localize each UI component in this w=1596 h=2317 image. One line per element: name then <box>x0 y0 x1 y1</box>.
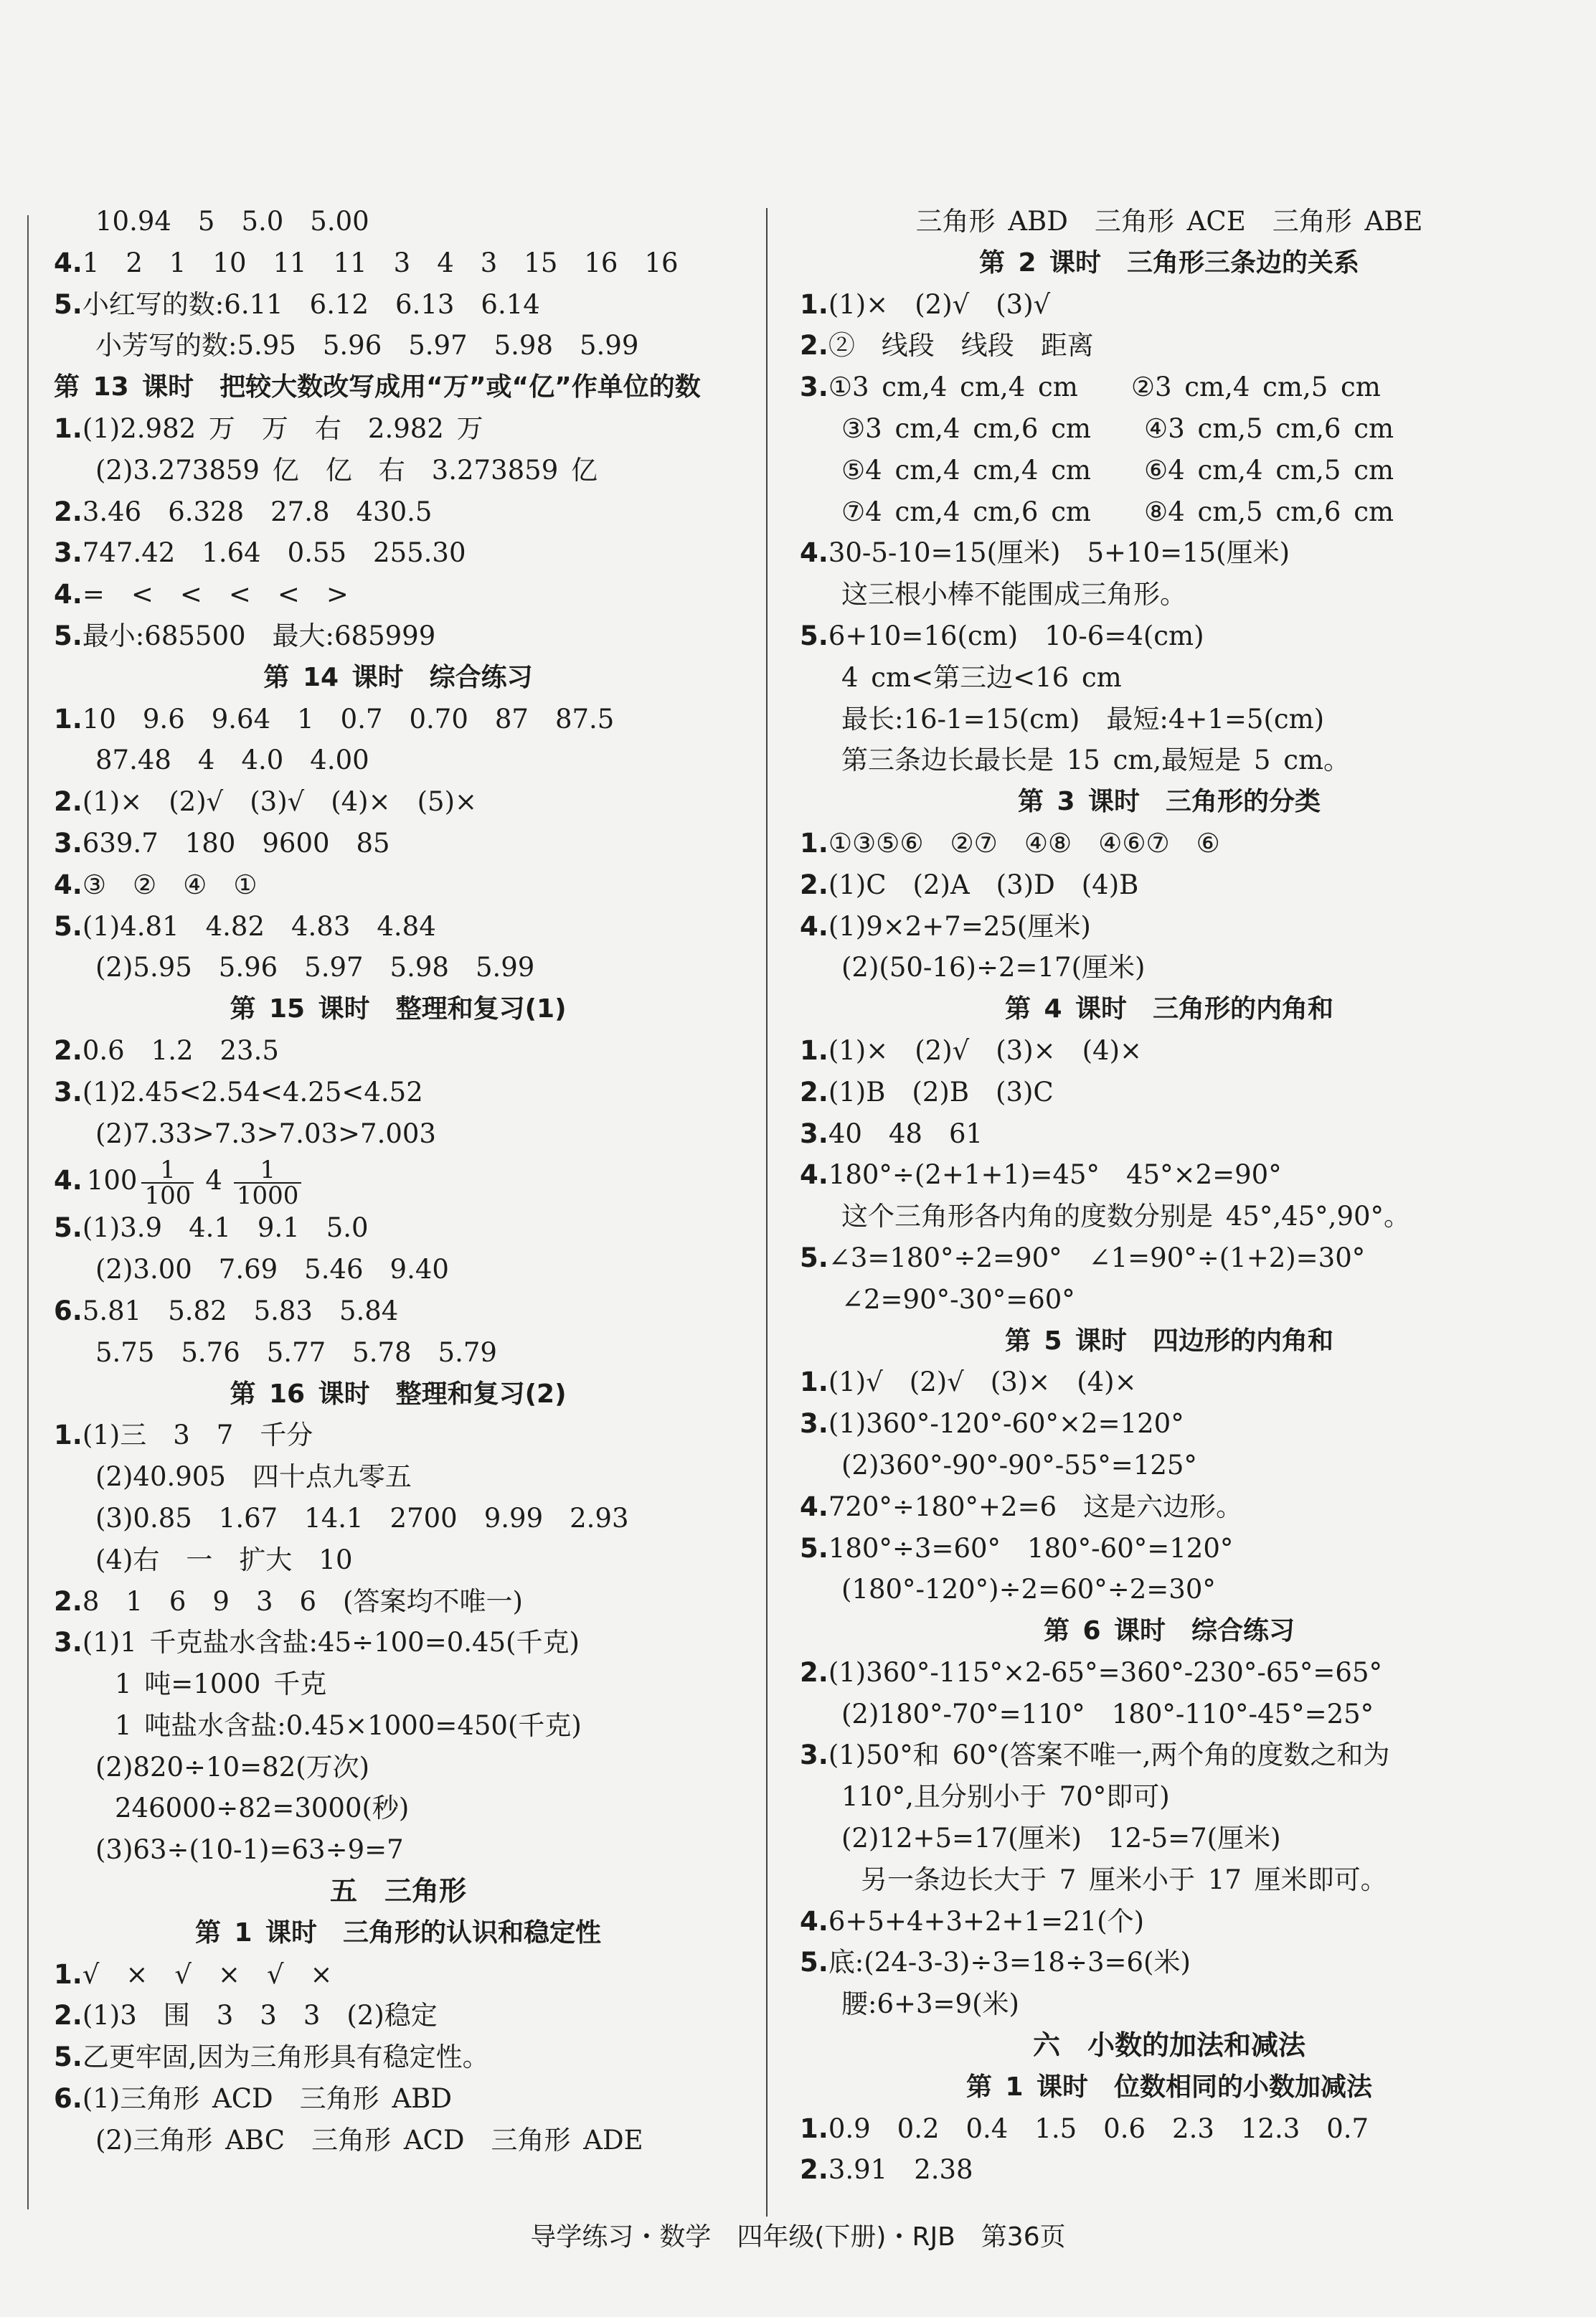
question-number: 4. <box>800 1491 828 1522</box>
question-number: 5. <box>800 1947 828 1978</box>
answer-line <box>800 1072 1539 1113</box>
answer-text: 5.81 5.82 5.83 5.84 <box>82 1295 399 1326</box>
answer-line <box>800 325 1539 367</box>
answer-line <box>800 1237 1539 1279</box>
answer-line: (3)63÷(10-1)=63÷9=7 <box>95 1834 404 1866</box>
answer-text: (1)3 围 3 3 3 (2)稳定 <box>82 2000 438 2031</box>
question-number: 2. <box>800 2154 828 2186</box>
answer-line <box>800 284 1539 326</box>
answer-text: (1)B (2)B (3)C <box>828 1076 1054 1108</box>
answer-text: 30-5-10=15(厘米) 5+10=15(厘米) <box>828 537 1290 569</box>
question-number: 4. <box>800 910 828 942</box>
section-heading: 第 3 课时 三角形的分类 <box>1017 787 1321 817</box>
answer-line <box>54 1290 742 1332</box>
answer-line: (2)(50-16)÷2=17(厘米) <box>841 952 1146 983</box>
answer-text: 3.46 6.328 27.8 430.5 <box>82 496 433 527</box>
section-heading: 第 2 课时 三角形三条边的关系 <box>978 247 1360 278</box>
question-number: 1. <box>800 1034 828 1066</box>
question-number: 6. <box>54 2083 82 2115</box>
answer-line: 4 cm<第三边<16 cm <box>841 661 1122 693</box>
answer-line <box>54 408 742 450</box>
answer-line <box>54 1030 742 1072</box>
answer-text: ③ ② ④ ① <box>82 869 258 900</box>
answer-line: (180°-120°)÷2=60°÷2=30° <box>841 1574 1216 1605</box>
answer-line <box>54 1154 742 1210</box>
section-heading: 第 5 课时 四边形的内角和 <box>1004 1326 1334 1356</box>
answer-value: 100 <box>86 1165 138 1197</box>
question-number: 4. <box>54 869 82 900</box>
question-number: 3. <box>54 1076 82 1108</box>
answer-line: 246000÷82=3000(秒) <box>115 1793 410 1824</box>
answer-line <box>800 1528 1539 1570</box>
answer-line <box>800 1486 1539 1528</box>
answer-line: ⑤4 cm,4 cm,4 cm ⑥4 cm,4 cm,5 cm <box>841 454 1394 486</box>
question-number: 2. <box>54 1585 82 1617</box>
section-heading: 六 小数的加法和减法 <box>1032 2029 1305 2062</box>
answer-line <box>800 864 1539 906</box>
section-heading: 第 6 课时 综合练习 <box>1043 1616 1295 1646</box>
answer-line <box>54 1207 742 1249</box>
answer-line: 这个三角形各内角的度数分别是 45°,45°,90°。 <box>841 1201 1411 1232</box>
answer-text: (1)3.9 4.1 9.1 5.0 <box>82 1212 369 1244</box>
answer-text: 6+10=16(cm) 10-6=4(cm) <box>828 620 1204 651</box>
question-number: 1. <box>800 1367 828 1398</box>
answer-line <box>54 906 742 948</box>
section-heading: 第 15 课时 整理和复习(1) <box>230 994 567 1024</box>
page-footer: 导学练习・数学 四年级(下册)・RJB 第36页 <box>530 2222 1066 2252</box>
question-number: 2. <box>54 2000 82 2031</box>
section-heading: 第 13 课时 把较大数改写成用“万”或“亿”作单位的数 <box>54 372 701 402</box>
answer-line: 110°,且分别小于 70°即可) <box>841 1781 1170 1813</box>
answer-text: 720°÷180°+2=6 这是六边形。 <box>828 1491 1243 1522</box>
answer-line <box>54 1072 742 1113</box>
answer-line <box>54 823 742 864</box>
answer-line: (2)360°-90°-90°-55°=125° <box>841 1449 1197 1481</box>
answer-line: ∠2=90°-30°=60° <box>841 1283 1075 1315</box>
question-number: 4. <box>54 579 82 610</box>
answer-line: 三角形 ABD 三角形 ACE 三角形 ABE <box>915 206 1423 237</box>
answer-line <box>800 1362 1539 1403</box>
answer-text: 8 1 6 9 3 6 (答案均不唯一) <box>82 1585 523 1617</box>
answer-text: (1)1 千克盐水含盐:45÷100=0.45(千克) <box>82 1627 580 1658</box>
question-number: 2. <box>54 1034 82 1066</box>
answer-line <box>800 906 1539 948</box>
answer-text: 180°÷3=60° 180°-60°=120° <box>828 1532 1234 1564</box>
answer-line: (2)三角形 ABC 三角形 ACD 三角形 ADE <box>95 2124 643 2156</box>
answer-line: 第三条边长最长是 15 cm,最短是 5 cm。 <box>841 745 1351 776</box>
answer-line <box>800 1901 1539 1943</box>
question-number: 3. <box>54 1627 82 1658</box>
right-column <box>800 201 1539 2191</box>
answer-text: (1)× (2)√ (3)× (4)× <box>828 1034 1143 1066</box>
answer-line <box>54 699 742 740</box>
question-number: 3. <box>800 372 828 403</box>
question-number: 1. <box>54 703 82 735</box>
answer-line <box>800 1113 1539 1155</box>
fraction <box>141 1155 194 1210</box>
fraction <box>234 1155 302 1210</box>
fraction-numerator: 1 <box>141 1158 194 1184</box>
answer-line <box>54 781 742 823</box>
answer-line <box>54 532 742 574</box>
answer-line: ③3 cm,4 cm,6 cm ④3 cm,5 cm,6 cm <box>841 412 1394 444</box>
answer-line <box>800 1652 1539 1694</box>
question-number: 3. <box>54 827 82 859</box>
answer-text: 1 2 1 10 11 11 3 4 3 15 16 16 <box>82 247 679 278</box>
question-number: 1. <box>54 1420 82 1451</box>
answer-line: 10.94 5 5.0 5.00 <box>95 206 369 237</box>
answer-text: ①3 cm,4 cm,4 cm ②3 cm,4 cm,5 cm <box>828 372 1381 403</box>
answer-line <box>800 1403 1539 1445</box>
answer-text: (1)三 3 7 千分 <box>82 1420 313 1451</box>
section-heading: 五 三角形 <box>329 1875 466 1907</box>
answer-line: 1 吨=1000 千克 <box>115 1669 327 1700</box>
question-number: 6. <box>54 1295 82 1326</box>
question-number: 5. <box>800 1532 828 1564</box>
answer-line <box>54 284 742 326</box>
answer-line <box>800 532 1539 574</box>
answer-line <box>800 1030 1539 1072</box>
answer-line: 1 吨盐水含盐:0.45×1000=450(千克) <box>115 1709 582 1741</box>
question-number: 2. <box>54 786 82 818</box>
answer-line <box>54 1954 742 1996</box>
answer-text: 乙更牢固,因为三角形具有稳定性。 <box>82 2042 489 2073</box>
answer-text: 747.42 1.64 0.55 255.30 <box>82 537 466 569</box>
question-number: 4. <box>54 1165 82 1197</box>
answer-text: 6+5+4+3+2+1=21(个) <box>828 1905 1145 1937</box>
question-number: 2. <box>800 1656 828 1688</box>
answer-line <box>800 823 1539 864</box>
answer-text: 0.9 0.2 0.4 1.5 0.6 2.3 12.3 0.7 <box>828 2113 1369 2144</box>
section-heading: 第 16 课时 整理和复习(2) <box>230 1379 567 1409</box>
question-number: 4. <box>54 247 82 278</box>
answer-line: 腰:6+3=9(米) <box>841 1988 1019 2020</box>
answer-line <box>54 491 742 533</box>
answer-text: (1)360°-115°×2-65°=360°-230°-65°=65° <box>828 1656 1383 1688</box>
answer-line: 小芳写的数:5.95 5.96 5.97 5.98 5.99 <box>95 330 639 362</box>
answer-text: (1)9×2+7=25(厘米) <box>828 910 1091 942</box>
answer-line <box>54 2037 742 2078</box>
question-number: 1. <box>800 827 828 859</box>
answer-line: (2)40.905 四十点九零五 <box>95 1461 412 1493</box>
left-column <box>54 201 742 2161</box>
answer-line <box>800 2108 1539 2150</box>
question-number: 2. <box>800 869 828 900</box>
answer-line <box>54 242 742 284</box>
question-number: 1. <box>800 2113 828 2144</box>
answer-text: ∠3=180°÷2=90° ∠1=90°÷(1+2)=30° <box>828 1242 1366 1273</box>
answer-text: (1)50°和 60°(答案不唯一,两个角的度数之和为 <box>828 1740 1390 1771</box>
answer-line <box>54 1581 742 1623</box>
question-number: 2. <box>800 330 828 362</box>
answer-line: (2)12+5=17(厘米) 12-5=7(厘米) <box>841 1823 1281 1854</box>
question-number: 3. <box>54 537 82 569</box>
section-heading: 第 1 课时 位数相同的小数加减法 <box>965 2072 1373 2102</box>
answer-line: (2)5.95 5.96 5.97 5.98 5.99 <box>95 952 535 983</box>
answer-line <box>54 1622 742 1664</box>
answer-line <box>800 2149 1539 2191</box>
answer-line <box>54 2078 742 2120</box>
left-page-edge <box>27 215 29 2209</box>
column-divider <box>766 208 768 2217</box>
answer-text: (1)2.982 万 万 右 2.982 万 <box>82 412 483 444</box>
answer-line <box>54 864 742 906</box>
answer-text: 10 9.6 9.64 1 0.7 0.70 87 87.5 <box>82 703 615 735</box>
question-number: 5. <box>800 620 828 651</box>
answer-text: 40 48 61 <box>828 1118 983 1149</box>
answer-line <box>54 1995 742 2037</box>
answer-text: 639.7 180 9600 85 <box>82 827 390 859</box>
question-number: 4. <box>800 1905 828 1937</box>
answer-line: (2)820÷10=82(万次) <box>95 1751 370 1783</box>
answer-text: (1)× (2)√ (3)√ (4)× (5)× <box>82 786 478 818</box>
answer-line <box>800 1154 1539 1196</box>
answer-text: ② 线段 线段 距离 <box>828 330 1094 362</box>
answer-line: (3)0.85 1.67 14.1 2700 9.99 2.93 <box>95 1502 629 1534</box>
answer-text: 3.91 2.38 <box>828 2154 973 2186</box>
answer-line <box>800 1735 1539 1776</box>
answer-line: (2)3.00 7.69 5.46 9.40 <box>95 1254 449 1285</box>
question-number: 3. <box>800 1740 828 1771</box>
answer-text: 180°÷(2+1+1)=45° 45°×2=90° <box>828 1159 1282 1191</box>
question-number: 5. <box>54 2042 82 2073</box>
question-number: 5. <box>54 1212 82 1244</box>
question-number: 1. <box>54 412 82 444</box>
question-number: 1. <box>54 1958 82 1990</box>
answer-text: (1)2.45<2.54<4.25<4.52 <box>82 1076 423 1108</box>
answer-line <box>54 1415 742 1456</box>
answer-text: √ × √ × √ × <box>82 1958 333 1990</box>
question-number: 3. <box>800 1118 828 1149</box>
question-number: 5. <box>54 288 82 320</box>
question-number: 3. <box>800 1408 828 1440</box>
answer-text: (1)三角形 ACD 三角形 ABD <box>82 2083 453 2115</box>
answer-text: 最小:685500 最大:685999 <box>82 620 436 651</box>
answer-line: 另一条边长大于 7 厘米小于 17 厘米即可。 <box>861 1864 1387 1895</box>
answer-line: 87.48 4 4.0 4.00 <box>95 745 369 776</box>
answer-text: (1)× (2)√ (3)√ <box>828 288 1051 320</box>
fraction-denominator: 100 <box>144 1181 192 1210</box>
answer-text: (1)360°-120°-60°×2=120° <box>828 1408 1184 1440</box>
question-number: 5. <box>800 1242 828 1273</box>
answer-text: = < < < < > <box>82 579 349 610</box>
answer-text: ①③⑤⑥ ②⑦ ④⑧ ④⑥⑦ ⑥ <box>828 827 1220 859</box>
question-number: 1. <box>800 288 828 320</box>
question-number: 4. <box>800 537 828 569</box>
answer-line: (2)7.33>7.3>7.03>7.003 <box>95 1118 436 1149</box>
question-number: 2. <box>54 496 82 527</box>
answer-line <box>800 615 1539 657</box>
answer-line: 最长:16-1=15(cm) 最短:4+1=5(cm) <box>841 703 1325 735</box>
question-number: 4. <box>800 1159 828 1191</box>
answer-line <box>800 367 1539 408</box>
answer-line: ⑦4 cm,4 cm,6 cm ⑧4 cm,5 cm,6 cm <box>841 496 1394 527</box>
section-heading: 第 14 课时 综合练习 <box>263 662 533 692</box>
answer-text: 底:(24-3-3)÷3=18÷3=6(米) <box>828 1947 1191 1978</box>
fraction-numerator: 1 <box>234 1158 302 1184</box>
answer-line <box>800 1942 1539 1983</box>
answer-line: (2)3.273859 亿 亿 右 3.273859 亿 <box>95 454 598 486</box>
question-number: 2. <box>800 1076 828 1108</box>
question-number: 5. <box>54 620 82 651</box>
question-number: 5. <box>54 910 82 942</box>
answer-line <box>54 574 742 615</box>
answer-text: 小红写的数:6.11 6.12 6.13 6.14 <box>82 288 540 320</box>
section-heading: 第 1 课时 三角形的认识和稳定性 <box>194 1917 602 1948</box>
answer-line: 这三根小棒不能围成三角形。 <box>841 579 1186 610</box>
answer-text: (1)C (2)A (3)D (4)B <box>828 869 1139 900</box>
answer-text: 0.6 1.2 23.5 <box>82 1034 279 1066</box>
section-heading: 第 4 课时 三角形的内角和 <box>1004 994 1334 1024</box>
answer-line: 5.75 5.76 5.77 5.78 5.79 <box>95 1336 497 1368</box>
answer-line <box>54 615 742 657</box>
answer-text: (1)4.81 4.82 4.83 4.84 <box>82 910 436 942</box>
answer-value: 4 <box>205 1165 222 1197</box>
fraction-denominator: 1000 <box>236 1181 299 1210</box>
answer-line: (4)右 一 扩大 10 <box>95 1544 353 1575</box>
answer-line: (2)180°-70°=110° 180°-110°-45°=25° <box>841 1698 1374 1730</box>
answer-text: (1)√ (2)√ (3)× (4)× <box>828 1367 1137 1398</box>
